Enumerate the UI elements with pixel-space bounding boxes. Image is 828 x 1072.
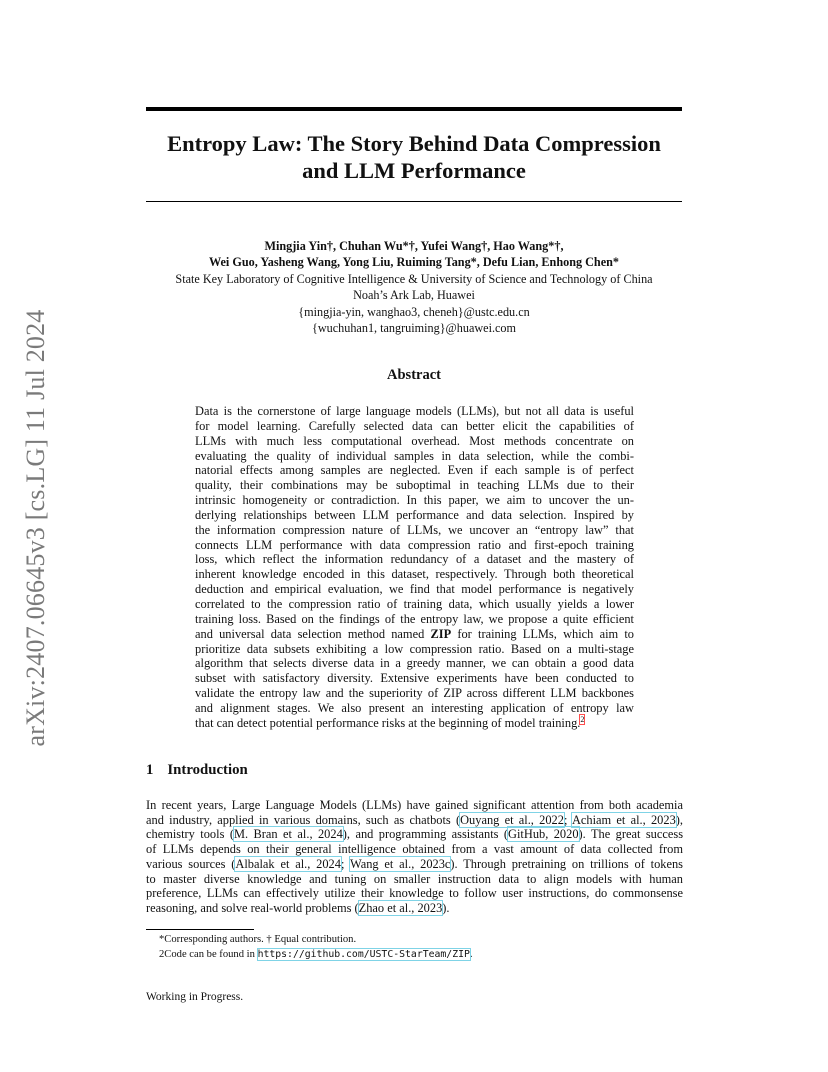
abstract-line: Data is the cornerstone of large language models (LLMs), but not all data is useful <box>195 404 634 418</box>
abstract-line: correlated to the compression ratio of training data, which usually yields a lower <box>195 596 634 611</box>
abstract-line: inherent knowledge encoded in this dataset, respectively. Through both theoretical <box>195 567 634 582</box>
footnote-link-2[interactable]: 2 <box>580 714 585 724</box>
footnote-rule <box>146 929 254 930</box>
abstract-line: the information compression nature of LLMs, we uncover an “entropy law” that <box>195 522 634 537</box>
footnote-2-suffix: . <box>469 948 473 960</box>
citation-link[interactable]: Wang et al., 2023c <box>350 856 451 871</box>
affiliation-2: Noah’s Ark Lab, Huawei <box>353 288 475 303</box>
footnotes <box>159 933 473 963</box>
email-2: {wuchuhan1, tangruiming}@huawei.com <box>312 321 516 336</box>
abstract-line: validate the entropy law and the superiority of ZIP across different LLM backbones <box>195 686 634 701</box>
abstract-line: prioritize data subsets exhibiting a low compression ratio. Based on a multi-stage <box>195 641 634 656</box>
introduction-line: to master diverse knowledge and tuning on smaller instruction data to align models with human <box>146 871 683 886</box>
abstract-line: LLMs with much less computational overhead. Most methods concentrate on <box>195 433 634 448</box>
method-name-zip: ZIP <box>430 626 452 641</box>
abstract-line: deduction and empirical evaluation, we find that model performance is negatively <box>195 582 634 597</box>
citation-link[interactable]: GitHub, 2020 <box>508 827 579 842</box>
abstract-last-text: that can detect potential performance risks at the beginning of model training. <box>195 715 581 730</box>
abstract-line: training loss. Based on the findings of the entropy law, we propose a quite efficient <box>195 611 634 626</box>
abstract-line: evaluating the quality of individual samples in data selection, while the combi- <box>195 448 634 463</box>
abstract-line-last <box>195 716 634 731</box>
footnote-2-prefix: 2Code can be found in <box>159 948 258 960</box>
citation-link[interactable]: M. Bran et al., 2024 <box>233 827 343 842</box>
footnote-1: *Corresponding authors. † Equal contribution. <box>159 934 357 945</box>
email-1: {mingjia-yin, wanghao3, cheneh}@ustc.edu.cn <box>298 304 530 319</box>
abstract-line: for model learning. Carefully selected data can better elicit the capabilities of <box>195 418 634 433</box>
abstract-body <box>195 404 634 731</box>
introduction-line: various sources (Albalak et al., 2024; Wang et al., 2023c). Through pretraining on trillions of tokens <box>146 856 683 871</box>
title-top-rule <box>146 107 682 111</box>
introduction-body <box>146 798 683 916</box>
abstract-line: quality, their combinations may be suboptimal in teaching LLMs due to their <box>195 478 634 493</box>
abstract-line-zip <box>195 627 634 642</box>
title-line-1: Entropy Law: The Story Behind Data Compression <box>167 131 661 156</box>
introduction-line: and industry, applied in various domains, such as chatbots (Ouyang et al., 2022; Achiam et al., 2023), <box>146 812 683 827</box>
author-line-2: Wei Guo, Yasheng Wang, Yong Liu, Ruiming Tang*, Defu Lian, Enhong Chen* <box>209 255 619 270</box>
author-line-1: Mingjia Yin†, Chuhan Wu*†, Yufei Wang†, Hao Wang*†, <box>264 239 564 253</box>
citation-link[interactable]: Albalak et al., 2024 <box>235 856 341 871</box>
introduction-line: of LLMs depends on their general intelligence obtained from a vast amount of data collected from <box>146 842 683 857</box>
working-in-progress-note: Working in Progress. <box>146 991 244 1003</box>
citation-link[interactable]: Ouyang et al., 2022 <box>460 812 564 827</box>
abstract-text: for training LLMs, which aim to <box>451 626 634 641</box>
section-heading-introduction <box>146 762 248 779</box>
code-url-link[interactable]: https://github.com/USTC-StarTeam/ZIP <box>257 948 470 960</box>
abstract-text: and universal data selection method named <box>195 626 431 641</box>
abstract-line: connects LLM performance with data compression ratio and first-epoch training <box>195 537 634 552</box>
paper-title <box>146 130 682 184</box>
citation-link[interactable]: Zhao et al., 2023 <box>358 900 443 915</box>
affiliation-1: State Key Laboratory of Cognitive Intelligence & University of Science and Technology of China <box>175 271 653 286</box>
arxiv-identifier: arXiv:2407.06645v3 [cs.LG] 11 Jul 2024 <box>21 309 50 747</box>
footnote-2 <box>159 948 473 963</box>
author-block <box>146 238 682 336</box>
title-line-2: and LLM Performance <box>302 158 526 183</box>
citation-link[interactable]: Achiam et al., 2023 <box>571 812 676 827</box>
introduction-line: reasoning, and solve real-world problems (Zhao et al., 2023). <box>146 900 450 915</box>
abstract-heading: Abstract <box>387 367 441 383</box>
section-number: 1 <box>146 762 154 778</box>
introduction-line: In recent years, Large Language Models (LLMs) have gained significant attention from both academia <box>146 798 683 812</box>
introduction-line: chemistry tools (M. Bran et al., 2024), and programming assistants (GitHub, 2020). The great success <box>146 827 684 842</box>
abstract-line: intrinsic homogeneity or contradiction. In this paper, we aim to uncover the un- <box>195 493 634 508</box>
introduction-line: preference, LLMs can effectively utilize their knowledge to follow user instructions, do commonsense <box>146 886 683 901</box>
title-bottom-rule <box>146 201 682 202</box>
section-title: Introduction <box>167 762 248 778</box>
abstract-line: subset with satisfactory diversity. Extensive experiments have been conducted to <box>195 671 634 686</box>
abstract-line: natorial effects among samples are neglected. Even if each sample is of perfect <box>195 463 634 478</box>
abstract-line: algorithm that selects diverse data in a greedy manner, we can obtain a good data <box>195 656 634 671</box>
abstract-line: and alignment stages. We also present an interesting application of entropy law <box>195 700 634 715</box>
abstract-line: derlying relationships between LLM performance and data selection. Inspired by <box>195 507 634 522</box>
abstract-line: loss, which reflect the information redundancy of a dataset and the mastery of <box>195 552 634 567</box>
